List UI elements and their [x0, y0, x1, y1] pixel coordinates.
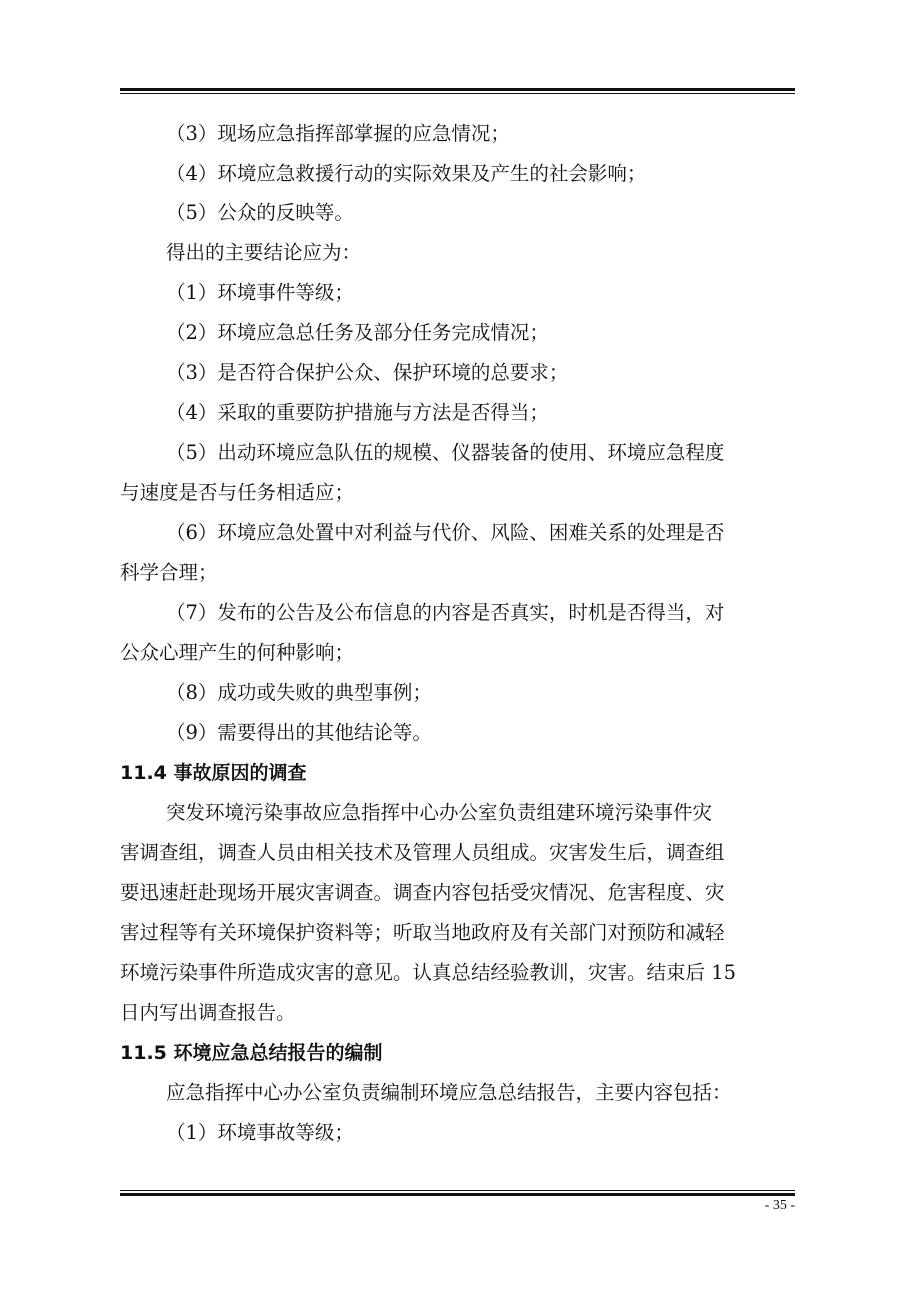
text-line: （7）发布的公告及公布信息的内容是否真实，时机是否得当，对	[166, 601, 725, 624]
text-line: 科学合理；	[120, 561, 218, 584]
text-line: （3）是否符合保护公众、保护环境的总要求；	[166, 361, 569, 384]
text-line: 突发环境污染事故应急指挥中心办公室负责组建环境污染事件灾	[166, 801, 713, 824]
text-line: （3）现场应急指挥部掌握的应急情况；	[166, 122, 510, 145]
header-rule-thin	[120, 93, 795, 94]
text-line: 应急指挥中心办公室负责编制环境应急总结报告，主要内容包括：	[166, 1081, 732, 1104]
text-line: （6）环境应急处置中对利益与代价、风险、困难关系的处理是否	[166, 521, 725, 544]
text-line: 与速度是否与任务相适应；	[120, 481, 355, 504]
footer-rule-thick	[120, 1193, 795, 1196]
section-heading: 11.4 事故原因的调查	[120, 762, 307, 784]
text-line: （1）环境事件等级；	[166, 281, 354, 304]
text-line: （4）采取的重要防护措施与方法是否得当；	[166, 401, 549, 424]
text-line: 要迅速赶赴现场开展灾害调查。调查内容包括受灾情况、危害程度、灾	[120, 881, 725, 904]
text-line: 日内写出调查报告。	[120, 1001, 296, 1024]
page-number: - 35 -	[764, 1198, 795, 1213]
text-line: 公众心理产生的何种影响；	[120, 641, 355, 664]
text-line: 害过程等有关环境保护资料等；听取当地政府及有关部门对预防和减轻	[120, 921, 725, 944]
text-line: （8）成功或失败的典型事例；	[166, 681, 432, 704]
text-line: （5）公众的反映等。	[166, 201, 354, 224]
text-line: （1）环境事故等级；	[166, 1121, 354, 1144]
text-line: （5）出动环境应急队伍的规模、仪器装备的使用、环境应急程度	[166, 441, 725, 464]
text-line: （2）环境应急总任务及部分任务完成情况；	[166, 321, 549, 344]
header-rule-thick	[120, 88, 795, 91]
text-line: 环境污染事件所造成灾害的意见。认真总结经验教训，灾害。结束后 15	[120, 961, 737, 984]
text-line: 害调查组，调查人员由相关技术及管理人员组成。灾害发生后，调查组	[120, 841, 725, 864]
text-line: （4）环境应急救援行动的实际效果及产生的社会影响；	[166, 162, 647, 185]
text-line: （9）需要得出的其他结论等。	[166, 721, 432, 744]
section-heading: 11.5 环境应急总结报告的编制	[120, 1042, 383, 1064]
footer-rule-thin	[120, 1190, 795, 1191]
text-line: 得出的主要结论应为：	[166, 241, 362, 264]
